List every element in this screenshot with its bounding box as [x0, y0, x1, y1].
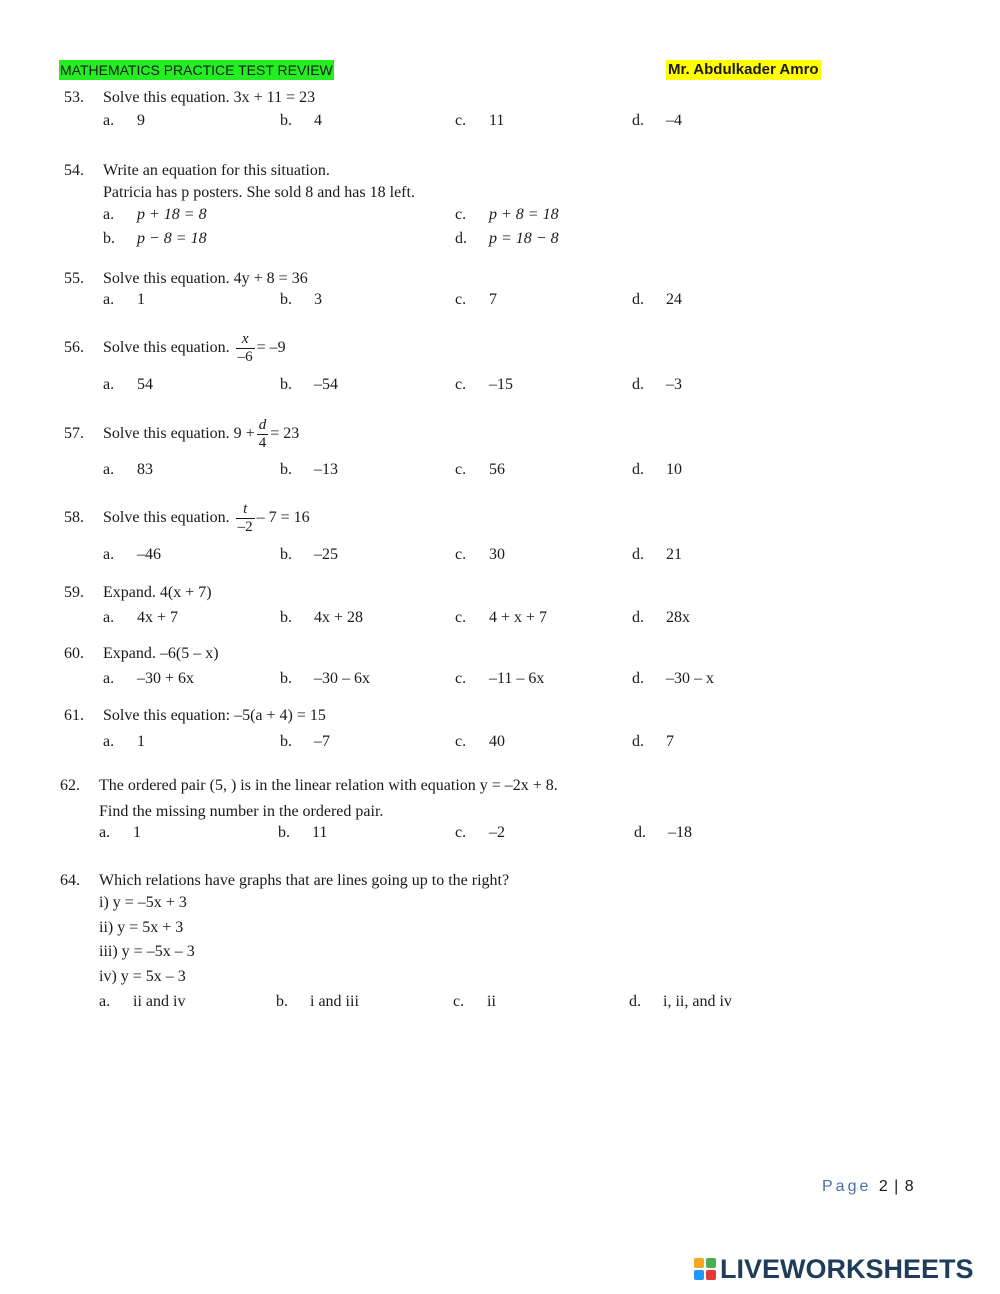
question-62-text: The ordered pair (5, ) is in the linear relation with equation y = –2x + 8.: [99, 777, 558, 794]
question-55-text: Solve this equation. 4y + 8 = 36: [103, 270, 308, 287]
page-number: [822, 1178, 915, 1196]
equation-rest: = –9: [256, 339, 286, 356]
option-value: –18: [668, 824, 692, 841]
option-letter: a.: [103, 291, 115, 308]
question-54-number: 54.: [64, 162, 84, 179]
fraction-numerator: x: [236, 331, 255, 349]
option-value: i and iii: [310, 993, 359, 1010]
q61-option-a[interactable]: [103, 732, 145, 752]
q54-option-c[interactable]: [455, 205, 559, 225]
option-letter: d.: [632, 291, 644, 308]
fraction-denominator: –6: [237, 348, 253, 365]
q61-option-c[interactable]: [455, 732, 505, 752]
q60-option-a[interactable]: [103, 669, 194, 689]
option-letter: a.: [99, 993, 111, 1010]
option-value: p + 8 = 18: [489, 206, 559, 223]
option-value: 1: [133, 824, 141, 841]
option-value: –3: [666, 376, 682, 393]
q55-option-b[interactable]: [280, 290, 322, 310]
q62-option-c[interactable]: [455, 823, 505, 843]
q62-option-a[interactable]: [99, 823, 141, 843]
option-value: –2: [489, 824, 505, 841]
question-58-text: Solve this equation.: [103, 509, 230, 526]
q64-option-d[interactable]: [629, 992, 732, 1012]
header-author: Mr. Abdulkader Amro: [668, 61, 819, 78]
option-value: 56: [489, 461, 505, 478]
question-62-text2: Find the missing number in the ordered pair.: [99, 803, 384, 820]
q54-option-d[interactable]: [455, 229, 559, 249]
option-value: –30 – x: [666, 670, 714, 687]
option-value: –13: [314, 461, 338, 478]
option-value: –11 – 6x: [489, 670, 545, 687]
option-letter: d.: [632, 733, 644, 750]
q53-option-b[interactable]: [280, 111, 322, 131]
question-64-text: Which relations have graphs that are lines going up to the right?: [99, 872, 510, 889]
liveworksheets-logo-icon: [694, 1258, 716, 1280]
option-value: p + 18 = 8: [137, 206, 207, 223]
option-letter: c.: [455, 376, 467, 393]
option-letter: d.: [632, 546, 644, 563]
option-letter: b.: [103, 230, 115, 247]
q57-option-c[interactable]: [455, 460, 505, 480]
fraction-numerator: d: [258, 416, 267, 433]
q59-option-c[interactable]: [455, 608, 547, 628]
option-value: ii: [487, 993, 496, 1010]
option-value: 30: [489, 546, 505, 563]
q64-option-b[interactable]: [276, 992, 359, 1012]
relation-item: iv) y = 5x – 3: [99, 968, 186, 985]
option-letter: a.: [103, 112, 115, 129]
relation-item: ii) y = 5x + 3: [99, 919, 184, 936]
question-60-text: Expand. –6(5 – x): [103, 645, 219, 662]
q58-option-a[interactable]: [103, 545, 161, 565]
option-letter: a.: [103, 670, 115, 687]
question-57-number: 57.: [64, 425, 84, 442]
option-letter: c.: [455, 670, 467, 687]
option-value: i, ii, and iv: [663, 993, 732, 1010]
option-value: 40: [489, 733, 505, 750]
option-letter: d.: [632, 376, 644, 393]
option-letter: d.: [455, 230, 467, 247]
option-value: –54: [314, 376, 338, 393]
option-letter: c.: [455, 733, 467, 750]
q60-option-c[interactable]: [455, 669, 544, 689]
option-value: 21: [666, 546, 682, 563]
option-value: p − 8 = 18: [137, 230, 207, 247]
option-letter: d.: [632, 670, 644, 687]
option-value: –25: [314, 546, 338, 563]
question-59-number: 59.: [64, 584, 84, 601]
option-letter: a.: [103, 733, 115, 750]
fraction: [236, 501, 255, 536]
question-56-number: 56.: [64, 339, 84, 356]
q53-option-a[interactable]: [103, 111, 145, 131]
q57-option-d[interactable]: [632, 460, 682, 480]
option-letter: d.: [634, 824, 646, 841]
page-label: Page: [822, 1178, 872, 1195]
q54-option-a[interactable]: [103, 205, 207, 225]
option-letter: d.: [629, 993, 641, 1010]
option-letter: a.: [103, 546, 115, 563]
option-letter: b.: [276, 993, 288, 1010]
option-letter: a.: [103, 461, 115, 478]
option-value: 1: [137, 733, 145, 750]
option-value: 7: [489, 291, 497, 308]
option-letter: a.: [103, 206, 115, 223]
q58-option-d[interactable]: [632, 545, 682, 565]
option-letter: b.: [280, 609, 292, 626]
relation-item: i) y = –5x + 3: [99, 894, 187, 911]
question-58-equation: [103, 498, 310, 538]
option-letter: a.: [103, 609, 115, 626]
q55-option-c[interactable]: [455, 290, 497, 310]
option-value: 11: [312, 824, 328, 841]
question-64-number: 64.: [60, 872, 80, 889]
option-value: 11: [489, 112, 505, 129]
q64-option-c[interactable]: [453, 992, 496, 1012]
option-letter: c.: [455, 546, 467, 563]
q61-option-b[interactable]: [280, 732, 330, 752]
option-letter: c.: [455, 461, 467, 478]
option-letter: b.: [280, 291, 292, 308]
q64-option-a[interactable]: [99, 992, 185, 1012]
option-letter: c.: [455, 291, 467, 308]
option-value: 28x: [666, 609, 690, 626]
option-value: 54: [137, 376, 153, 393]
option-value: 9: [137, 112, 145, 129]
option-value: –30 + 6x: [137, 670, 195, 687]
header-title: MATHEMATICS PRACTICE TEST REVIEW: [60, 62, 333, 78]
option-letter: b.: [280, 112, 292, 129]
option-letter: c.: [453, 993, 465, 1010]
q55-option-d[interactable]: [632, 290, 682, 310]
q59-option-a[interactable]: [103, 608, 178, 628]
fraction: [257, 417, 269, 452]
option-value: ii and iv: [133, 993, 186, 1010]
option-value: 24: [666, 291, 682, 308]
option-value: p = 18 − 8: [489, 230, 559, 247]
option-letter: c.: [455, 112, 467, 129]
question-61-number: 61.: [64, 707, 84, 724]
q56-option-a[interactable]: [103, 375, 153, 395]
fraction-denominator: 4: [258, 434, 267, 451]
q56-option-c[interactable]: [455, 375, 513, 395]
question-54-text2: Patricia has p posters. She sold 8 and has 18 left.: [103, 184, 415, 201]
liveworksheets-brand: LIVEWORKSHEETS: [720, 1253, 974, 1284]
page-count: 2 | 8: [878, 1178, 915, 1195]
question-56-text: Solve this equation.: [103, 339, 230, 356]
option-letter: d.: [632, 461, 644, 478]
option-value: 4 + x + 7: [489, 609, 548, 626]
option-letter: a.: [99, 824, 111, 841]
q56-option-b[interactable]: [280, 375, 338, 395]
option-letter: b.: [280, 733, 292, 750]
option-value: –7: [314, 733, 330, 750]
question-59-text: Expand. 4(x + 7): [103, 584, 212, 601]
option-letter: c.: [455, 609, 467, 626]
option-value: 10: [666, 461, 682, 478]
option-value: –4: [666, 112, 682, 129]
q57-option-b[interactable]: [280, 460, 338, 480]
option-value: –15: [489, 376, 513, 393]
question-61-text: Solve this equation: –5(a + 4) = 15: [103, 707, 326, 724]
option-letter: b.: [280, 376, 292, 393]
q58-option-c[interactable]: [455, 545, 505, 565]
option-letter: d.: [632, 609, 644, 626]
liveworksheets-logo: [694, 1254, 974, 1284]
option-letter: c.: [455, 824, 467, 841]
relation-item: iii) y = –5x – 3: [99, 943, 195, 960]
option-value: 83: [137, 461, 153, 478]
option-letter: c.: [455, 206, 467, 223]
option-value: 1: [137, 291, 145, 308]
q55-option-a[interactable]: [103, 290, 145, 310]
question-62-number: 62.: [60, 777, 80, 794]
fraction-numerator: t: [236, 501, 255, 519]
equation-rest: – 7 = 16: [256, 509, 310, 526]
q60-option-d[interactable]: [632, 669, 714, 689]
option-letter: b.: [278, 824, 290, 841]
option-letter: d.: [632, 112, 644, 129]
q58-option-b[interactable]: [280, 545, 338, 565]
q59-option-d[interactable]: [632, 608, 690, 628]
q59-option-b[interactable]: [280, 608, 363, 628]
question-53-number: 53.: [64, 89, 84, 106]
question-53-text: Solve this equation. 3x + 11 = 23: [103, 89, 316, 106]
q61-option-d[interactable]: [632, 732, 674, 752]
fraction-denominator: –2: [237, 518, 253, 535]
option-letter: b.: [280, 670, 292, 687]
question-55-number: 55.: [64, 270, 84, 287]
q53-option-c[interactable]: [455, 111, 504, 131]
option-value: 4x + 28: [314, 609, 364, 626]
option-value: 3: [314, 291, 322, 308]
question-60-number: 60.: [64, 645, 84, 662]
option-value: –46: [137, 546, 161, 563]
q54-option-b[interactable]: [103, 229, 207, 249]
question-56-equation: [103, 328, 286, 368]
option-letter: b.: [280, 546, 292, 563]
option-value: –30 – 6x: [314, 670, 370, 687]
q53-option-d[interactable]: [632, 111, 682, 131]
question-57-equation: [103, 414, 299, 454]
q60-option-b[interactable]: [280, 669, 370, 689]
option-letter: b.: [280, 461, 292, 478]
question-57-text: Solve this equation. 9 +: [103, 425, 255, 442]
q62-option-d[interactable]: [634, 823, 692, 843]
option-value: 4x + 7: [137, 609, 179, 626]
q62-option-b[interactable]: [278, 823, 327, 843]
question-54-text: Write an equation for this situation.: [103, 162, 330, 179]
option-letter: a.: [103, 376, 115, 393]
fraction: [236, 331, 255, 366]
q56-option-d[interactable]: [632, 375, 682, 395]
q57-option-a[interactable]: [103, 460, 153, 480]
question-58-number: 58.: [64, 509, 84, 526]
option-value: 4: [314, 112, 322, 129]
equation-rest: = 23: [270, 425, 300, 442]
option-value: 7: [666, 733, 674, 750]
